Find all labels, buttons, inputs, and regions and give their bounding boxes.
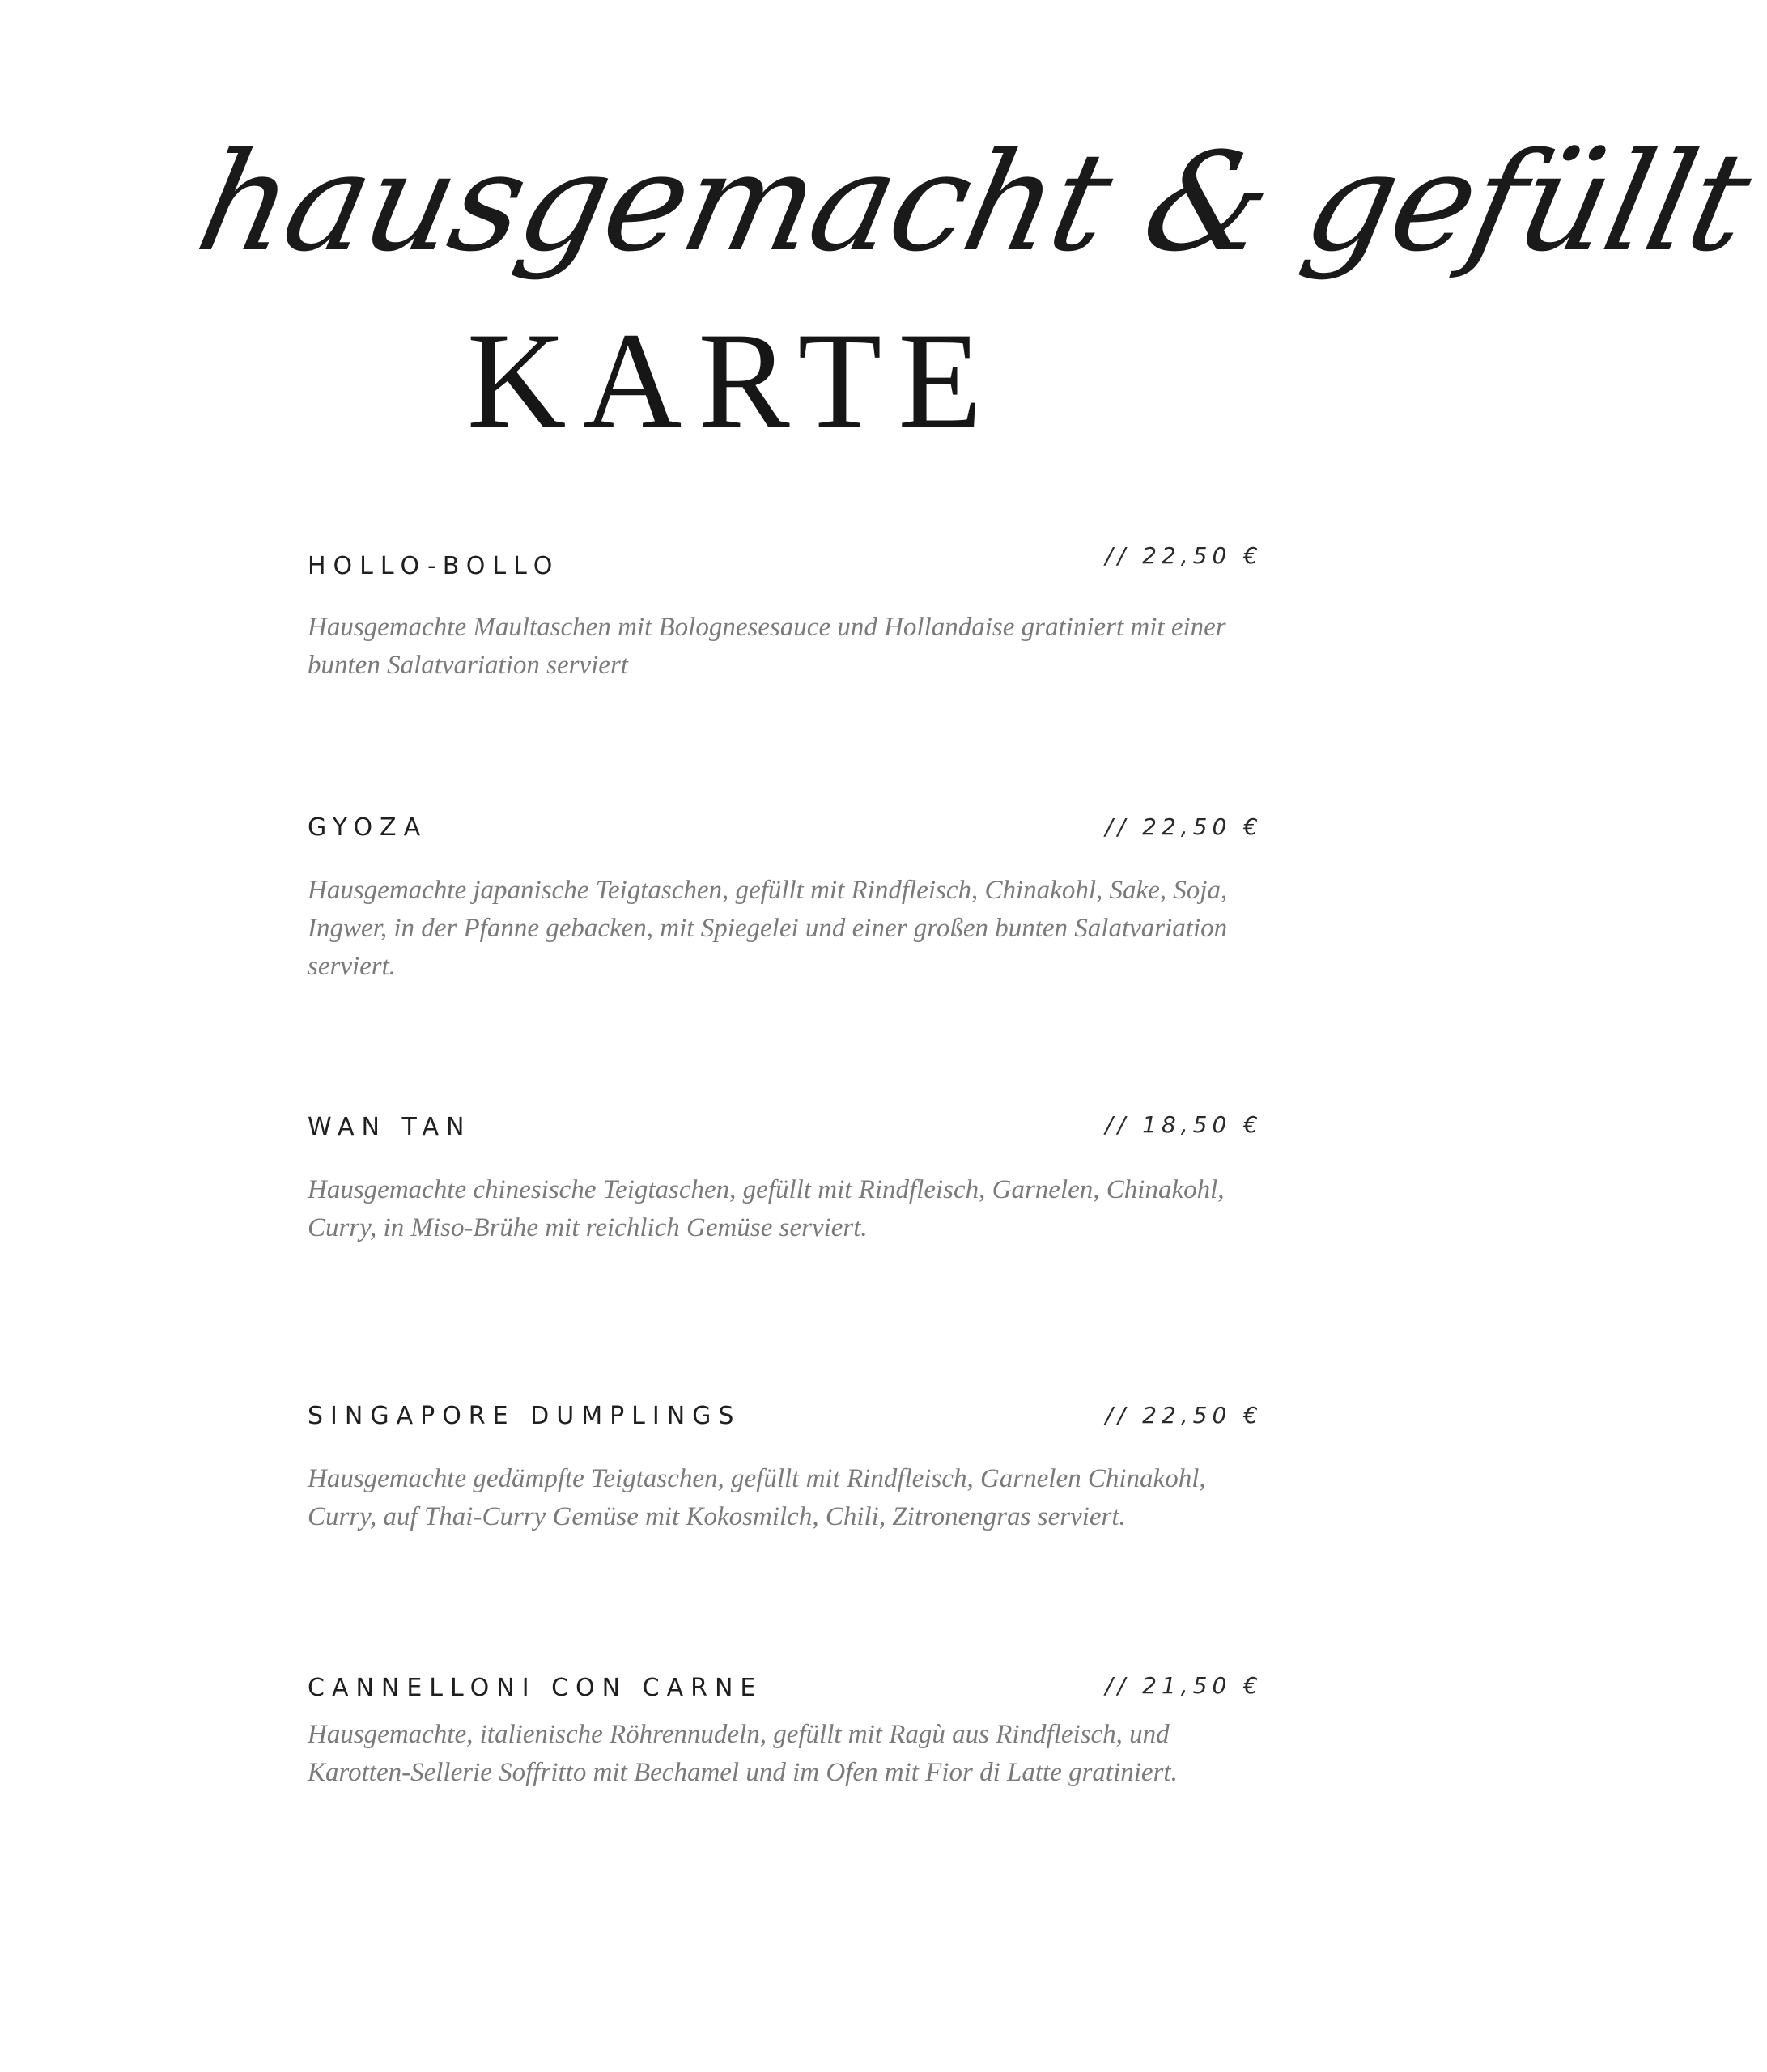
script-heading: hausgemacht & gefüllt: [185, 123, 1762, 282]
item-price: // 21,50 €: [1105, 1672, 1263, 1699]
menu-item: [308, 1658, 1263, 1868]
item-name: CANNELLONI CON CARNE: [308, 1674, 763, 1702]
menu-item: [308, 534, 1263, 696]
menu-item: [308, 1097, 1263, 1259]
item-name: GYOZA: [308, 813, 428, 842]
page-title: KARTE: [466, 304, 999, 456]
menu-item: [308, 797, 1263, 1008]
item-price: // 22,50 €: [1105, 1402, 1263, 1429]
item-name: WAN TAN: [308, 1113, 472, 1141]
item-price: // 18,50 €: [1105, 1111, 1263, 1138]
item-description: Hausgemachte chinesische Teigtaschen, gefüllt mit Rindfleisch, Garnelen, Chinakohl, Curry, in Miso-Brühe mit reichlich Gemüse serviert.: [308, 1175, 1225, 1242]
item-price: // 22,50 €: [1105, 542, 1263, 569]
item-price: // 22,50 €: [1105, 813, 1263, 840]
item-description: Hausgemachte gedämpfte Teigtaschen, gefüllt mit Rindfleisch, Garnelen Chinakohl, Curry, auf Thai-Curry Gemüse mit Kokosmilch, Chili, Zitronengras serviert.: [308, 1464, 1206, 1531]
item-name: HOLLO-BOLLO: [308, 552, 560, 580]
item-description: Hausgemachte, italienische Röhrennudeln, gefüllt mit Ragù aus Rindfleisch, und Karotten-Sellerie Soffritto mit Bechamel und im Ofen mit Fior di Latte gratiniert.: [308, 1720, 1178, 1787]
item-name: SINGAPORE DUMPLINGS: [308, 1402, 741, 1430]
item-description: Hausgemachte Maultaschen mit Bolognesesauce und Hollandaise gratiniert mit einer bunten Salatvariation serviert: [308, 613, 1226, 680]
menu-item: [308, 1386, 1263, 1548]
item-description: Hausgemachte japanische Teigtaschen, gefüllt mit Rindfleisch, Chinakohl, Sake, Soja, Ingwer, in der Pfanne gebacken, mit Spiegelei und einer großen bunten Salatvariation serviert.: [308, 876, 1228, 981]
